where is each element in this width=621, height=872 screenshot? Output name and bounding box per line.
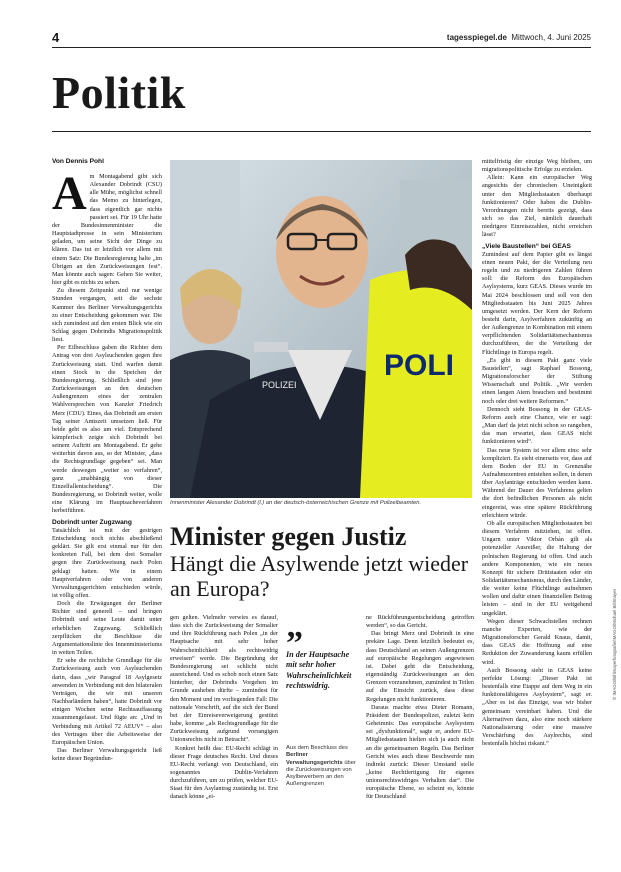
paragraph: Ob alle europäischen Mitgliedsstaaten bei diesem Verfahren mitziehen, ist offen. Ungarn unter Viktor Orbán gilt als potenzieller Ausreißer, die Haltung der polnischen Regierung ist offen. Und auch andere Komponenten, wie ein neues Konzept für sichere Drittstaaten oder ein Solidaritätsmechanismus, durch den Länder, die weiter keine Flüchtlinge aufnehmen wollen und dafür einen finanziellen Beitrag leisten – sind in der EU weitgehend ungeklärt. <box>482 519 592 617</box>
paragraph: Daraus machte etwa Dieter Romann, Präsident der Bundespolizei, zuletzt kein Geheimnis: Das europäische Asylsystem sei „dysfunktional“, sagte er, andere EU-Mitgliedsstaaten hielten sich ja auch nicht an die gemeinsamen Regeln. Das Berliner Gericht wies auch diese Beschwerde nun indirekt zurück: Dieser Umstand stelle „keine Rechtfertigung für eigenes unionsrechtswidriges Verhalten dar“. Die europäische Ebene, so scheint es, könnte für Deutschland <box>366 703 474 801</box>
vest-lettering: POLI <box>384 349 455 382</box>
paragraph: mittelfristig der einzige Weg bleiben, um migrationspolitische Erfolge zu erzielen. <box>482 158 592 174</box>
issue-date: Mittwoch, 4. Juni 2025 <box>511 33 591 42</box>
paragraph: Das bringt Merz und Dobrindt in eine prekäre Lage. Denn letztlich bedeutet es, dass Deutschland an seinen Außengrenzen auf europäische Regelungen angewiesen ist. Dabei geht die Entscheidung, eigenständig Zurückweisungen an den Grenzen vorzunehmen, zumindest in Teilen auf die Einsicht zurück, dass diese Regelungen nicht funktionieren. <box>366 630 474 703</box>
jacket-badge: POLIZEI <box>262 380 297 390</box>
article-column-4 <box>482 158 592 748</box>
article-column-3 <box>366 614 474 802</box>
paragraph: Dennoch sieht Bossong in der GEAS-Reform auch eine Chance, wie er sagt: „Man darf da jetzt nicht schon so rangehen, das man erwartet, dass GEAS nicht funktionieren wird“. <box>482 405 592 446</box>
article-photo <box>170 160 472 498</box>
page-number: 4 <box>52 30 60 45</box>
subheading: Dobrindt unter Zugzwang <box>52 518 132 526</box>
quote-mark-icon: ” <box>286 625 303 662</box>
paragraph: Allein: Kann ein europäischer Weg angesichts der chronischen Uneinigkeit unter den Mitgliedsstaaten überhaupt funktionieren? Oder haben die Dublin-Verordnungen nicht bereits gezeigt, dass sich so das Ziel, nämlich dauerhaft niedrigere Einreisezahlen, nicht erreichen lässt? <box>482 174 592 239</box>
byline: Von Dennis Pohl <box>52 158 104 165</box>
paragraph: Konkret heißt das: EU-Recht schlägt in dieser Frage deutsches Recht. Und dieses EU-Recht verlangt von Deutschland, ein sogenanntes Dublin-Verfahren durchzuführen, um zu prüfen, welcher EU-Staat für den Asylantrag zuständig ist. Erst danach könne „ei- <box>170 744 278 801</box>
paragraph: „Es gibt in diesem Pakt ganz viele Baustellen“, sagt Raphael Bossong, Migrationsforscher der Stiftung Wissenschaft und Politik. „Wir werden einen langen Atem brauchen und bestimmt noch oder drei weitere Reformen.“ <box>482 356 592 405</box>
section-title: Politik <box>52 67 186 118</box>
subheading: „Viele Baustellen“ bei GEAS <box>482 242 571 250</box>
drop-cap: A <box>52 167 87 220</box>
headline: Minister gegen Justiz <box>170 522 407 551</box>
paragraph: Tatsächlich ist mit der gestrigen Entscheidung noch nichts abschließend geklärt. Sie gilt erst einmal nur für den konkreten Fall, bei dem drei Somalier gegen ihre Zurückweisung nach Polen geklagt hatten. Wie in einem Hauptverfahren oder von anderen Verwaltungsgerichten entschieden würde, ist völlig offen. <box>52 526 162 600</box>
masthead <box>447 33 591 42</box>
paragraph: ne Rückführungsentscheidung getroffen werden“, so das Gericht. <box>366 614 474 630</box>
subheadline: Hängt die Asylwende jetzt wieder an Europa? <box>170 551 469 601</box>
top-rule <box>52 47 591 48</box>
paragraph: Zu diesem Zeitpunkt sind nur wenige Stunden vergangen, seit die sechste Kammer des Berliner Verwaltungsgerichts zu einer Entscheidung gekommen war. Die sich zumindest auf den ersten Blick wie ein Schlag gegen Dobrindts Migrationspolitik liest. <box>52 287 162 344</box>
photo-illustration <box>170 160 472 498</box>
paragraph: Zumindest auf dem Papier gibt es längst einen neuen Pakt, der die Verteilung neu regeln und zu niedrigeren Zahlen führen soll: die Reform des Europäischen Asylsystems, kurz GEAS. Dieses wurde im Mai 2024 beschlossen und soll von den Mitgliedsstaaten bis Juni 2025 Jahres umgesetzt werden. Der Kern der Reform besteht darin, Asylverfahren zukünftig an der Außengrenze in Kombination mit einem verpflichtenden Solidaritätsmechanismus durchzuführen, der die Verteilung der Flüchtlinge in Europa regelt. <box>482 250 592 356</box>
pull-quote-source: Aus dem Beschluss des Berliner Verwaltungsgerichts über die Zurückweisungen von Asylbewerbern an den Außengrenzen <box>286 745 356 788</box>
photo-caption: Innenminister Alexander Dobrindt (l.) an der deutsch-österreichischen Grenze mit Polizeibeamten. <box>170 500 422 506</box>
paragraph: Doch die Erwägungen der Berliner Richter sind generell – und bringen Dobrindt und seine Leute damit unter erheblichen Zugzwang. Schließlich zerpflücken die Beschlüsse die Argumentationslinie des Innenministeriums in weiten Teilen. <box>52 600 162 657</box>
article-column-2 <box>170 614 278 802</box>
pull-quote: In der Hauptsache mit sehr hoher Wahrscheinlichkeit rechtswidrig. <box>286 650 352 690</box>
paragraph: Am Montagabend gibt sich Alexander Dobrindt (CSU) alle Mühe, möglichst schnell das Memo zu hinterlegen, dass eigentlich gar nichts passiert sei. Für 19 Uhr hatte der Bundesinnenminister die Hauptstadtpresse in sein Ministerium geladen, um seine Sicht der Dinge zu klären. Das tut er letztlich vor allem mit einem Satz: Die Bundesregierung halte „im Übrigen an den Zurückweisungen fest“. Man könnte auch sagen: Gehen Sie weiter, hier gibt es nichts zu sehen. <box>52 167 162 287</box>
paragraph: Auch Bossong sieht in GEAS keine perfekte Lösung: „Dieser Pakt ist bestenfalls eine Etappe auf dem Weg in ein funktionsfähigeres Asylsystem“, sagt er. „Aber es ist das Einzige, was wir bisher gemeinsam vereinbart haben. Und die Alternativen dazu, also eine noch stärkere Nationalisierung oder eine massive Verschärfung des Asylrechts, sind bestenfalls höchst riskant.“ <box>482 666 592 748</box>
paragraph: Das neue System ist vor allem eins: sehr kompliziert. Es sieht einerseits vor, dass auf dem Boden der EU in Grenznähe Aufnahmezentren entstehen sollen, in denen über Asylanträge entschieden werden kann. Während der Dauer des Verfahrens gelten die dort befindlichen Personen als nicht eingereist, was eine spätere Rückführung erleichtern würde. <box>482 446 592 519</box>
paragraph: Wegen dieser Schwachstellen rechnen manche Experten, wie der Migrationsforscher Gerald Knaus, damit, dass GEAS die Hoffnung auf eine Reduktion der Zuwanderung kaum erfüllen wird. <box>482 617 592 666</box>
photo-credit: © IMAGO/Bihlmayerfotografie/IMAGO/Michael Bihlmayer <box>612 588 617 700</box>
article-column-1 <box>52 158 162 763</box>
paper-name: tagesspiegel.de <box>446 33 507 42</box>
section-rule <box>52 131 591 132</box>
paragraph: Per Eilbeschluss gaben die Richter dem Antrag von drei Asylsuchenden gegen ihre Zurückweisung statt. Und warfen damit einen Stock in die Speichen der Bundesregierung. Schließlich sind jene Zurückweisungen an den deutschen Außengrenzen eines der zentralen Wahlversprechen von Kanzler Friedrich Merz (CDU). Eines, das Dobrindt am ersten Tag seiner Amtszeit umsetzen ließ. Für beide geht es also um viel. Entsprechend kämpferisch zeigte sich Dobrindt bei seinem Auftritt am Montagabend. Er gehe weiterhin davon aus, so der Minister, „dass die Rechtsgrundlage gegeben“ sei. Man werde deswegen „weiter so verfahren“, ganz „unabhängig von dieser Einzelfallentscheidung“. Die Bundesregierung, so Dobrindt weiter, wolle eine Klärung im Hauptsacheverfahren herbeiführen. <box>52 344 162 515</box>
paragraph: gen gelten. Vielmehr verwies es darauf, dass sich die Zurückweisung der Somalier und ihre Rückführung nach Polen „in der Hauptsache mit sehr hoher Wahrscheinlichkeit als rechtswidrig erweisen“ werde. Die Begründung der Bundesregierung sei schlicht nicht ausreichend. Und es schob noch einen Satz hinterher, der Dobrindts Vorgehen im Grunde ausheben dürfte – zumindest für den Moment und im vorliegenden Fall: Die nationale Vorschrift, auf die sich der Bund bei der Einreiseverweigerung gestützt habe, komme „als Rechtsgrundlage für die Zurückweisung aufgrund vorrangigen Unionsrechts nicht in Betracht“. <box>170 614 278 744</box>
paragraph: Er sehe die rechtliche Grundlage für die Zurückweisung auch von Asylsuchenden darin, dass „wir Paragraf 18 Asylgesetz anwenden in Verbindung mit den bilateralen Verträgen, die wir mit unseren Nachbarländern haben“, hatte Dobrindt vor einigen Wochen seine Rechtsauffassung zusammengefasst. Und fügte an: „Und in Verbindung mit Artikel 72 AEUV“ – also des Vertrages über die Arbeitsweise der Europäischen Union. <box>52 657 162 746</box>
paragraph: Das Berliner Verwaltungsgericht ließ keine dieser Begründun- <box>52 746 162 763</box>
